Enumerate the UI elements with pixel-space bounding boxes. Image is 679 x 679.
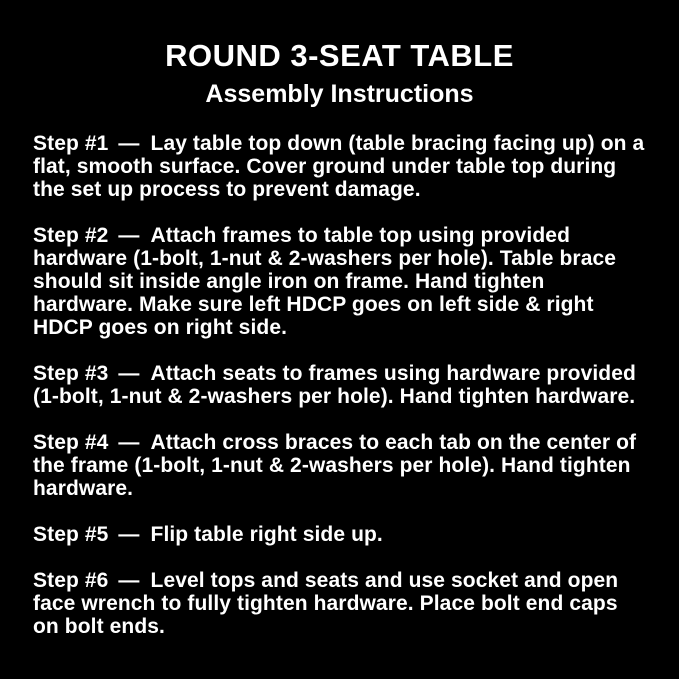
step-text: Attach frames to table top using provided hardware (1-bolt, 1-nut & 2-washers per hole). Table brace should sit inside angle iron on frame. Hand tighten hardware. Make sure left HDCP goes on left side & right HDCP goes on right side. bbox=[33, 224, 617, 340]
header bbox=[0, 38, 679, 108]
dash-separator: — bbox=[118, 132, 140, 156]
step-label: Step #1 bbox=[33, 132, 109, 156]
step-item-6 bbox=[33, 569, 649, 638]
dash-separator: — bbox=[118, 431, 140, 455]
step-text: Attach seats to frames using hardware provided (1-bolt, 1-nut & 2-washers per hole). Hand tighten hardware. bbox=[33, 362, 636, 409]
step-label: Step #3 bbox=[33, 362, 109, 386]
step-item-2 bbox=[33, 224, 649, 339]
step-text: Attach cross braces to each tab on the center of the frame (1-bolt, 1-nut & 2-washers per hole). Hand tighten hardware. bbox=[33, 431, 637, 501]
step-item-4 bbox=[33, 431, 649, 500]
step-text: Flip table right side up. bbox=[150, 523, 383, 547]
dash-separator: — bbox=[118, 523, 140, 547]
step-item-5 bbox=[33, 523, 649, 546]
step-label: Step #6 bbox=[33, 569, 109, 593]
step-item-1 bbox=[33, 132, 649, 201]
dash-separator: — bbox=[118, 569, 140, 593]
page-subtitle: Assembly Instructions bbox=[205, 79, 474, 108]
step-label: Step #5 bbox=[33, 523, 109, 547]
page-title: ROUND 3-SEAT TABLE bbox=[165, 38, 514, 73]
step-text: Level tops and seats and use socket and open face wrench to fully tighten hardware. Place bolt end caps on bolt ends. bbox=[33, 569, 619, 639]
step-item-3 bbox=[33, 362, 649, 408]
step-label: Step #4 bbox=[33, 431, 109, 455]
step-text: Lay table top down (table bracing facing up) on a flat, smooth surface. Cover ground under table top during the set up process to prevent damage. bbox=[33, 132, 645, 202]
dash-separator: — bbox=[118, 224, 140, 248]
steps-list bbox=[33, 132, 649, 638]
step-label: Step #2 bbox=[33, 224, 109, 248]
dash-separator: — bbox=[118, 362, 140, 386]
